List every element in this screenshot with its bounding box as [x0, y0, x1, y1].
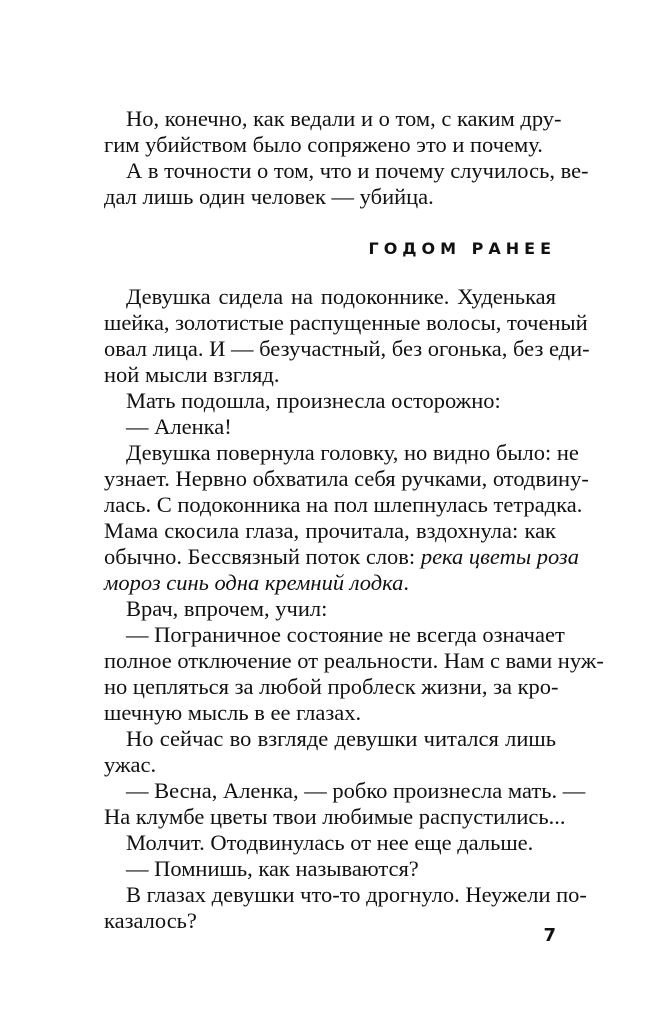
body-text [104, 284, 604, 934]
text-line: лась. С подоконника на пол шлепнулась тетрадка. [104, 492, 583, 517]
text-line: — Помнишь, как называются? [126, 856, 419, 881]
text-line: В глазах девушки что-то дрогнуло. Неужели по- [126, 882, 587, 907]
text-line: Девушка повернула головку, но видно было: не [126, 440, 579, 465]
text-line: Девушка сидела на подоконнике. Худенькая [126, 284, 556, 309]
text-line: Мать подошла, произнесла осторожно: [126, 388, 501, 413]
italic-text: мороз синь одна кремний лодка [104, 570, 404, 595]
text-segment: . [403, 570, 409, 595]
text-line: — Пограничное состояние не всегда означает [126, 622, 565, 647]
text-line: гим убийством было сопряжено это и почему. [104, 132, 543, 157]
text-line: узнает. Нервно обхватила себя ручками, отодвину- [104, 466, 589, 491]
text-line: Но сейчас во взгляде девушки читался лишь [126, 726, 556, 751]
section-heading: ГОДОМ РАНЕЕ [368, 239, 556, 258]
text-line: полное отключение от реальности. Нам с вами нуж- [104, 648, 604, 673]
intro-text [104, 106, 589, 210]
page-number: 7 [543, 925, 556, 946]
text-line: — Аленка! [126, 414, 232, 439]
text-line: Молчит. Отодвинулась от нее еще дальше. [126, 830, 534, 855]
text-line: ной мысли взгляд. [104, 362, 280, 387]
text-line: Мама скосила глаза, прочитала, вздохнула: как [104, 518, 556, 543]
text-line [104, 544, 579, 570]
text-line: шейка, золотистые распущенные волосы, точеный [104, 310, 588, 335]
text-line: А в точности о том, что и почему случилось, ве- [126, 158, 589, 183]
text-line: овал лица. И — безучастный, без огонька, без еди- [104, 336, 590, 361]
text-line [104, 570, 556, 596]
text-line: казалось? [104, 908, 197, 933]
text-line: Врач, впрочем, учил: [126, 596, 328, 621]
text-line: — Весна, Аленка, — робко произнесла мать. — [126, 778, 586, 803]
text-line: дал лишь один человек — убийца. [104, 184, 434, 209]
text-line: Но, конечно, как ведали и о том, с каким дру- [126, 106, 562, 131]
text-segment: обычно. Бессвязный поток слов: [104, 544, 421, 569]
text-line: На клумбе цветы твои любимые распустились... [104, 804, 566, 829]
italic-text: река цветы роза [420, 544, 579, 569]
text-line: но цепляться за любой проблеск жизни, за кро- [104, 674, 559, 699]
text-line: шечную мысль в ее глазах. [104, 700, 362, 725]
text-line: ужас. [104, 752, 157, 777]
